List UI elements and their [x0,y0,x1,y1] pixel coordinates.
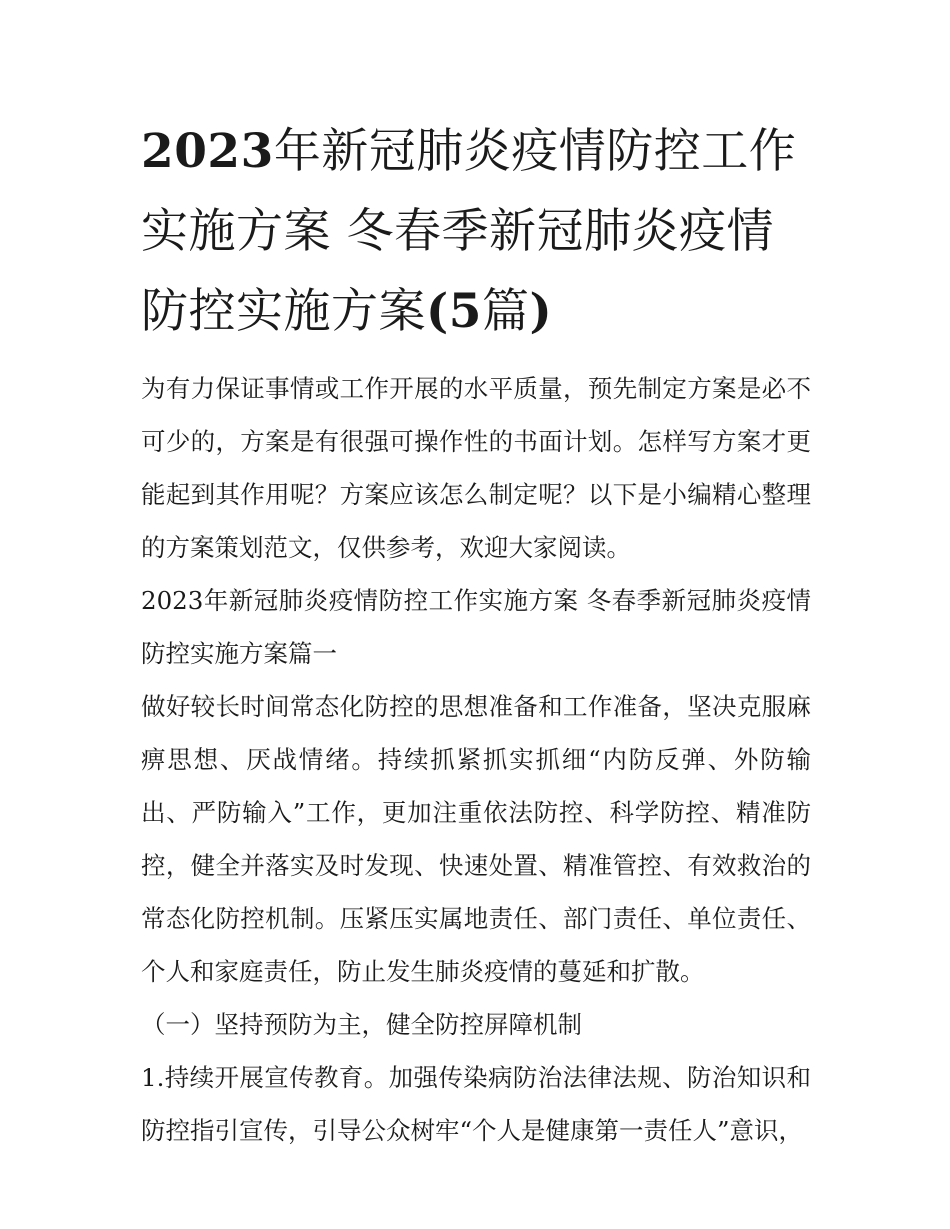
document-title: 2023年新冠肺炎疫情防控工作实施方案 冬春季新冠肺炎疫情防控实施方案(5篇) [141,124,797,339]
section-heading: 2023年新冠肺炎疫情防控工作实施方案 冬春季新冠肺炎疫情防控实施方案篇一 [141,586,811,668]
intro-paragraph: 为有力保证事情或工作开展的水平质量，预先制定方案是必不可少的，方案是有很强可操作性的书面计划。怎样写方案才更能起到其作用呢？方案应该怎么制定呢？以下是小编精心整理的方案策划范文，仅供参考，欢迎大家阅读。 [141,374,811,562]
list-item: 1.持续开展宣传教育。加强传染病防治法律法规、防治知识和防控指引宣传，引导公众树牢“个人是健康第一责任人”意识， [141,1063,811,1145]
body-paragraph: 做好较长时间常态化防控的思想准备和工作准备，坚决克服麻痹思想、厌战情绪。持续抓紧抓实抓细“内防反弹、外防输出、严防输入”工作，更加注重依法防控、科学防控、精准防控，健全并落实及时发现、快速处置、精准管控、有效救治的常态化防控机制。压紧压实属地责任、部门责任、单位责任、个人和家庭责任，防止发生肺炎疫情的蔓延和扩散。 [141,692,811,986]
document-page [141,112,811,1157]
subsection-heading: （一）坚持预防为主，健全防控屏障机制 [141,1010,582,1039]
